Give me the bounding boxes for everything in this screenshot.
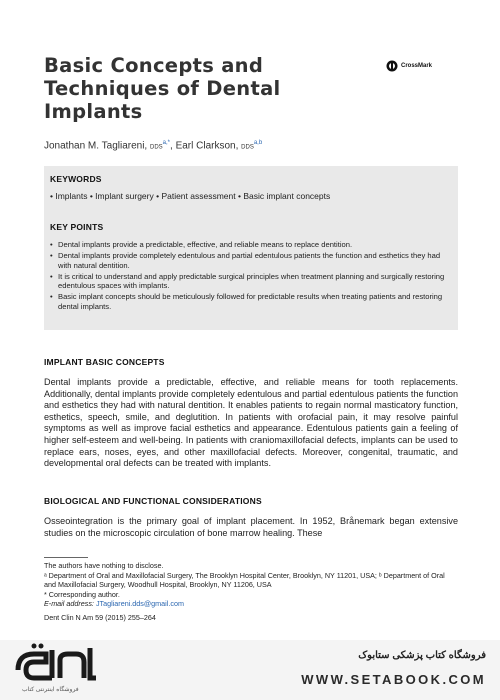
section-body-biological-functional: Osseointegration is the primary goal of implant placement. In 1952, Brånemark began extensive studies on the microscopic circulation of bone marrow healing. These — [44, 516, 458, 538]
author-degree: DDS — [241, 144, 254, 151]
disclosure-note: The authors have nothing to disclose. — [44, 561, 164, 570]
publisher-banner — [0, 640, 500, 700]
footnote-divider — [44, 557, 88, 558]
article-title: Basic Concepts and Techniques of Dental Implants — [44, 54, 281, 123]
email-link[interactable]: JTagliareni.dds@gmail.com — [95, 599, 184, 609]
key-point: • It is critical to understand and apply predictable surgical principles when treatment planning and surgically restoring edentulous spaces with implants. — [50, 272, 452, 291]
journal-citation: Dent Clin N Am 59 (2015) 255–264 — [44, 612, 156, 622]
setabook-logo-icon[interactable] — [12, 640, 102, 688]
author-separator: , — [170, 140, 173, 152]
key-points-heading: KEY POINTS — [50, 222, 104, 232]
author-affiliation-marker[interactable]: a,b — [253, 140, 263, 146]
affiliation-note: ᵃ Department of Oral and Maxillofacial Surgery, The Brooklyn Hospital Center, Brooklyn, NY 11201, USA; ᵇ Department of Oral and Maxillofacial Surgery, Woodhull Hospital, Brooklyn, NY 11206, USA — [44, 570, 445, 590]
key-points-list — [50, 240, 452, 313]
author-affiliation-marker[interactable]: a,* — [162, 140, 171, 146]
author-degree: DDS — [150, 144, 163, 151]
section-body-implant-basic-concepts: Dental implants provide a predictable, effective, and reliable means for tooth replacements. Additionally, dental implants provide completely edentulous and partial edentulous patients the function and esthetics they had with natural dentition. It enables patients to regain normal masticatory function, esthetics, speech, smile, and deglutition. In patients with orofacial pain, it may resolve painful symptoms as well as improve facial esthetics and appearance. Edentulous patients gain a feeling of higher self-esteem and well-being. In patients with craniomaxillofacial defects, implants can be used to replace ears, noses, eyes, and other maxillofacial defects. Moreover, congenital, traumatic, and developmental oral defects can be treated with implants. — [44, 377, 458, 469]
key-point: • Basic implant concepts should be meticulously followed for predictable results when treating patients and restoring dental implants. — [50, 292, 452, 311]
section-heading-implant-basic-concepts: IMPLANT BASIC CONCEPTS — [44, 357, 165, 367]
email-label: E-mail address: — [44, 599, 94, 609]
section-heading-biological-functional: BIOLOGICAL AND FUNCTIONAL CONSIDERATIONS — [44, 496, 262, 506]
crossmark-icon — [386, 60, 398, 72]
author-name: Earl Clarkson, — [175, 140, 239, 152]
setabook-tagline: فروشگاه اینترنتی کتاب — [22, 687, 79, 693]
author-name: Jonathan M. Tagliareni, — [44, 140, 148, 152]
key-point: • Dental implants provide a predictable, effective, and reliable means to replace dentition. — [50, 240, 452, 250]
keywords-list: • Implants • Implant surgery • Patient assessment • Basic implant concepts — [50, 191, 331, 201]
author-line — [44, 140, 262, 151]
crossmark-label: CrossMark — [401, 63, 433, 69]
email-line — [44, 599, 458, 609]
footnotes — [44, 561, 458, 623]
key-point: • Dental implants provide completely edentulous and partial edentulous patients the function and esthetics they had with natural dentition. — [50, 251, 452, 270]
keywords-heading: KEYWORDS — [50, 174, 102, 184]
crossmark-badge[interactable] — [386, 60, 432, 72]
setabook-url[interactable]: WWW.SETABOOK.COM — [301, 672, 486, 687]
setabook-store-title: فروشگاه کتاب پزشکی ستابوک — [358, 650, 486, 661]
keywords-keypoints-box — [44, 166, 458, 330]
corresponding-author-note: * Corresponding author. — [44, 589, 120, 599]
